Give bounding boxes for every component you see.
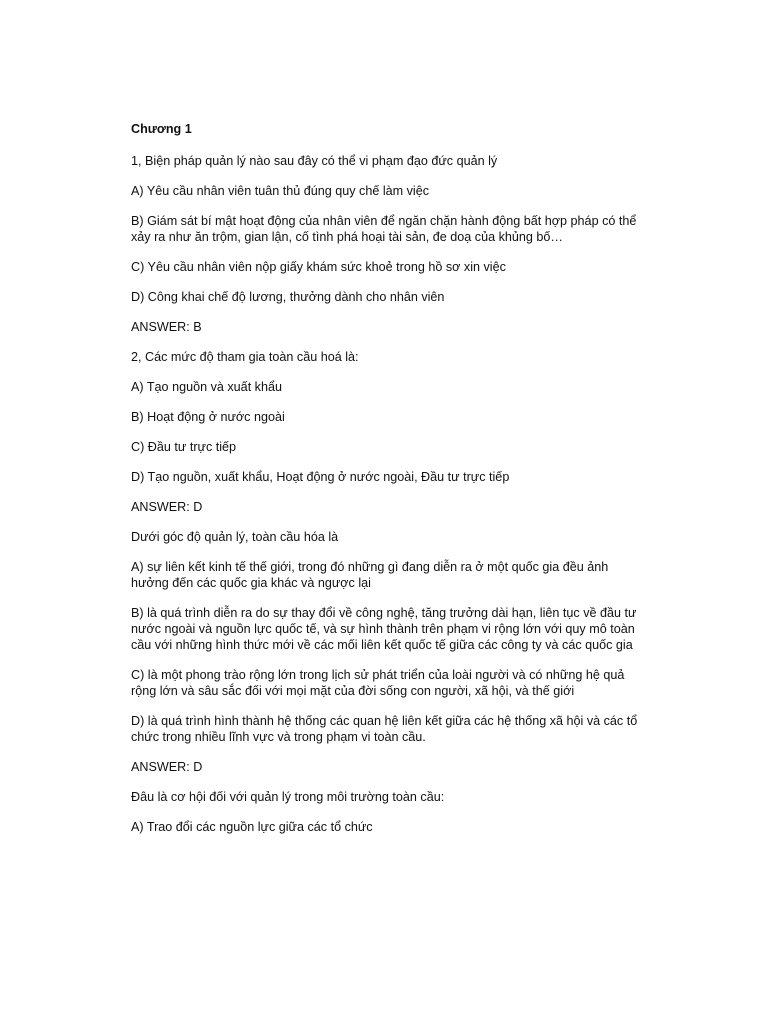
- question-2-option-d: D) Tạo nguồn, xuất khẩu, Hoạt động ở nước ngoài, Đầu tư trực tiếp: [131, 470, 510, 484]
- question-3-answer: ANSWER: D: [131, 760, 203, 774]
- question-3: Dưới góc độ quản lý, toàn cầu hóa là: [131, 530, 339, 544]
- chapter-title: Chương 1: [131, 122, 192, 136]
- question-3-option-c: C) là một phong trào rộng lớn trong lịch sử phát triển của loài người và có những hệ quả rộng lớn và sâu sắc đối với mọi mặt của đời sống con người, xã hội, và thế giới: [131, 668, 625, 698]
- question-2-answer: ANSWER: D: [131, 500, 203, 514]
- question-1-answer: ANSWER: B: [131, 320, 202, 334]
- question-2: 2, Các mức độ tham gia toàn cầu hoá là:: [131, 350, 359, 364]
- question-2-option-b: B) Hoạt động ở nước ngoài: [131, 410, 285, 424]
- question-2-option-c: C) Đầu tư trực tiếp: [131, 440, 237, 454]
- question-2-option-a: A) Tạo nguồn và xuất khẩu: [131, 380, 282, 394]
- question-1: 1, Biện pháp quản lý nào sau đây có thể vi phạm đạo đức quản lý: [131, 154, 498, 168]
- question-1-option-a: A) Yêu cầu nhân viên tuân thủ đúng quy chế làm việc: [131, 184, 430, 198]
- question-3-option-b: B) là quá trình diễn ra do sự thay đổi về công nghệ, tăng trưởng dài hạn, liên tục về đầu tư nước ngoài và nguồn lực quốc tế, và sự hình thành trên phạm vi rộng lớn với quy mô toàn cầu với những hình thức mới về các mối liên kết quốc tế giữa các công ty và các quốc gia: [131, 606, 637, 652]
- question-4-option-a: A) Trao đổi các nguồn lực giữa các tổ chức: [131, 820, 373, 834]
- question-3-option-d: D) là quá trình hình thành hệ thống các quan hệ liên kết giữa các hệ thống xã hội và các tổ chức trong nhiều lĩnh vực và trong phạm vi toàn cầu.: [131, 714, 638, 744]
- question-3-option-a: A) sự liên kết kinh tế thế giới, trong đó những gì đang diễn ra ở một quốc gia đều ảnh hưởng đến các quốc gia khác và ngược lại: [131, 560, 609, 590]
- question-1-option-d: D) Công khai chế độ lương, thưởng dành cho nhân viên: [131, 290, 445, 304]
- document-content: [131, 121, 641, 849]
- question-1-option-b: B) Giám sát bí mật hoạt động của nhân viên để ngăn chặn hành động bất hợp pháp có thể xảy ra như ăn trộm, gian lận, cố tình phá hoại tài sản, đe doạ của khủng bố…: [131, 214, 637, 244]
- question-1-option-c: C) Yêu cầu nhân viên nộp giấy khám sức khoẻ trong hồ sơ xin việc: [131, 260, 506, 274]
- question-4: Đâu là cơ hội đối với quản lý trong môi trường toàn cầu:: [131, 790, 445, 804]
